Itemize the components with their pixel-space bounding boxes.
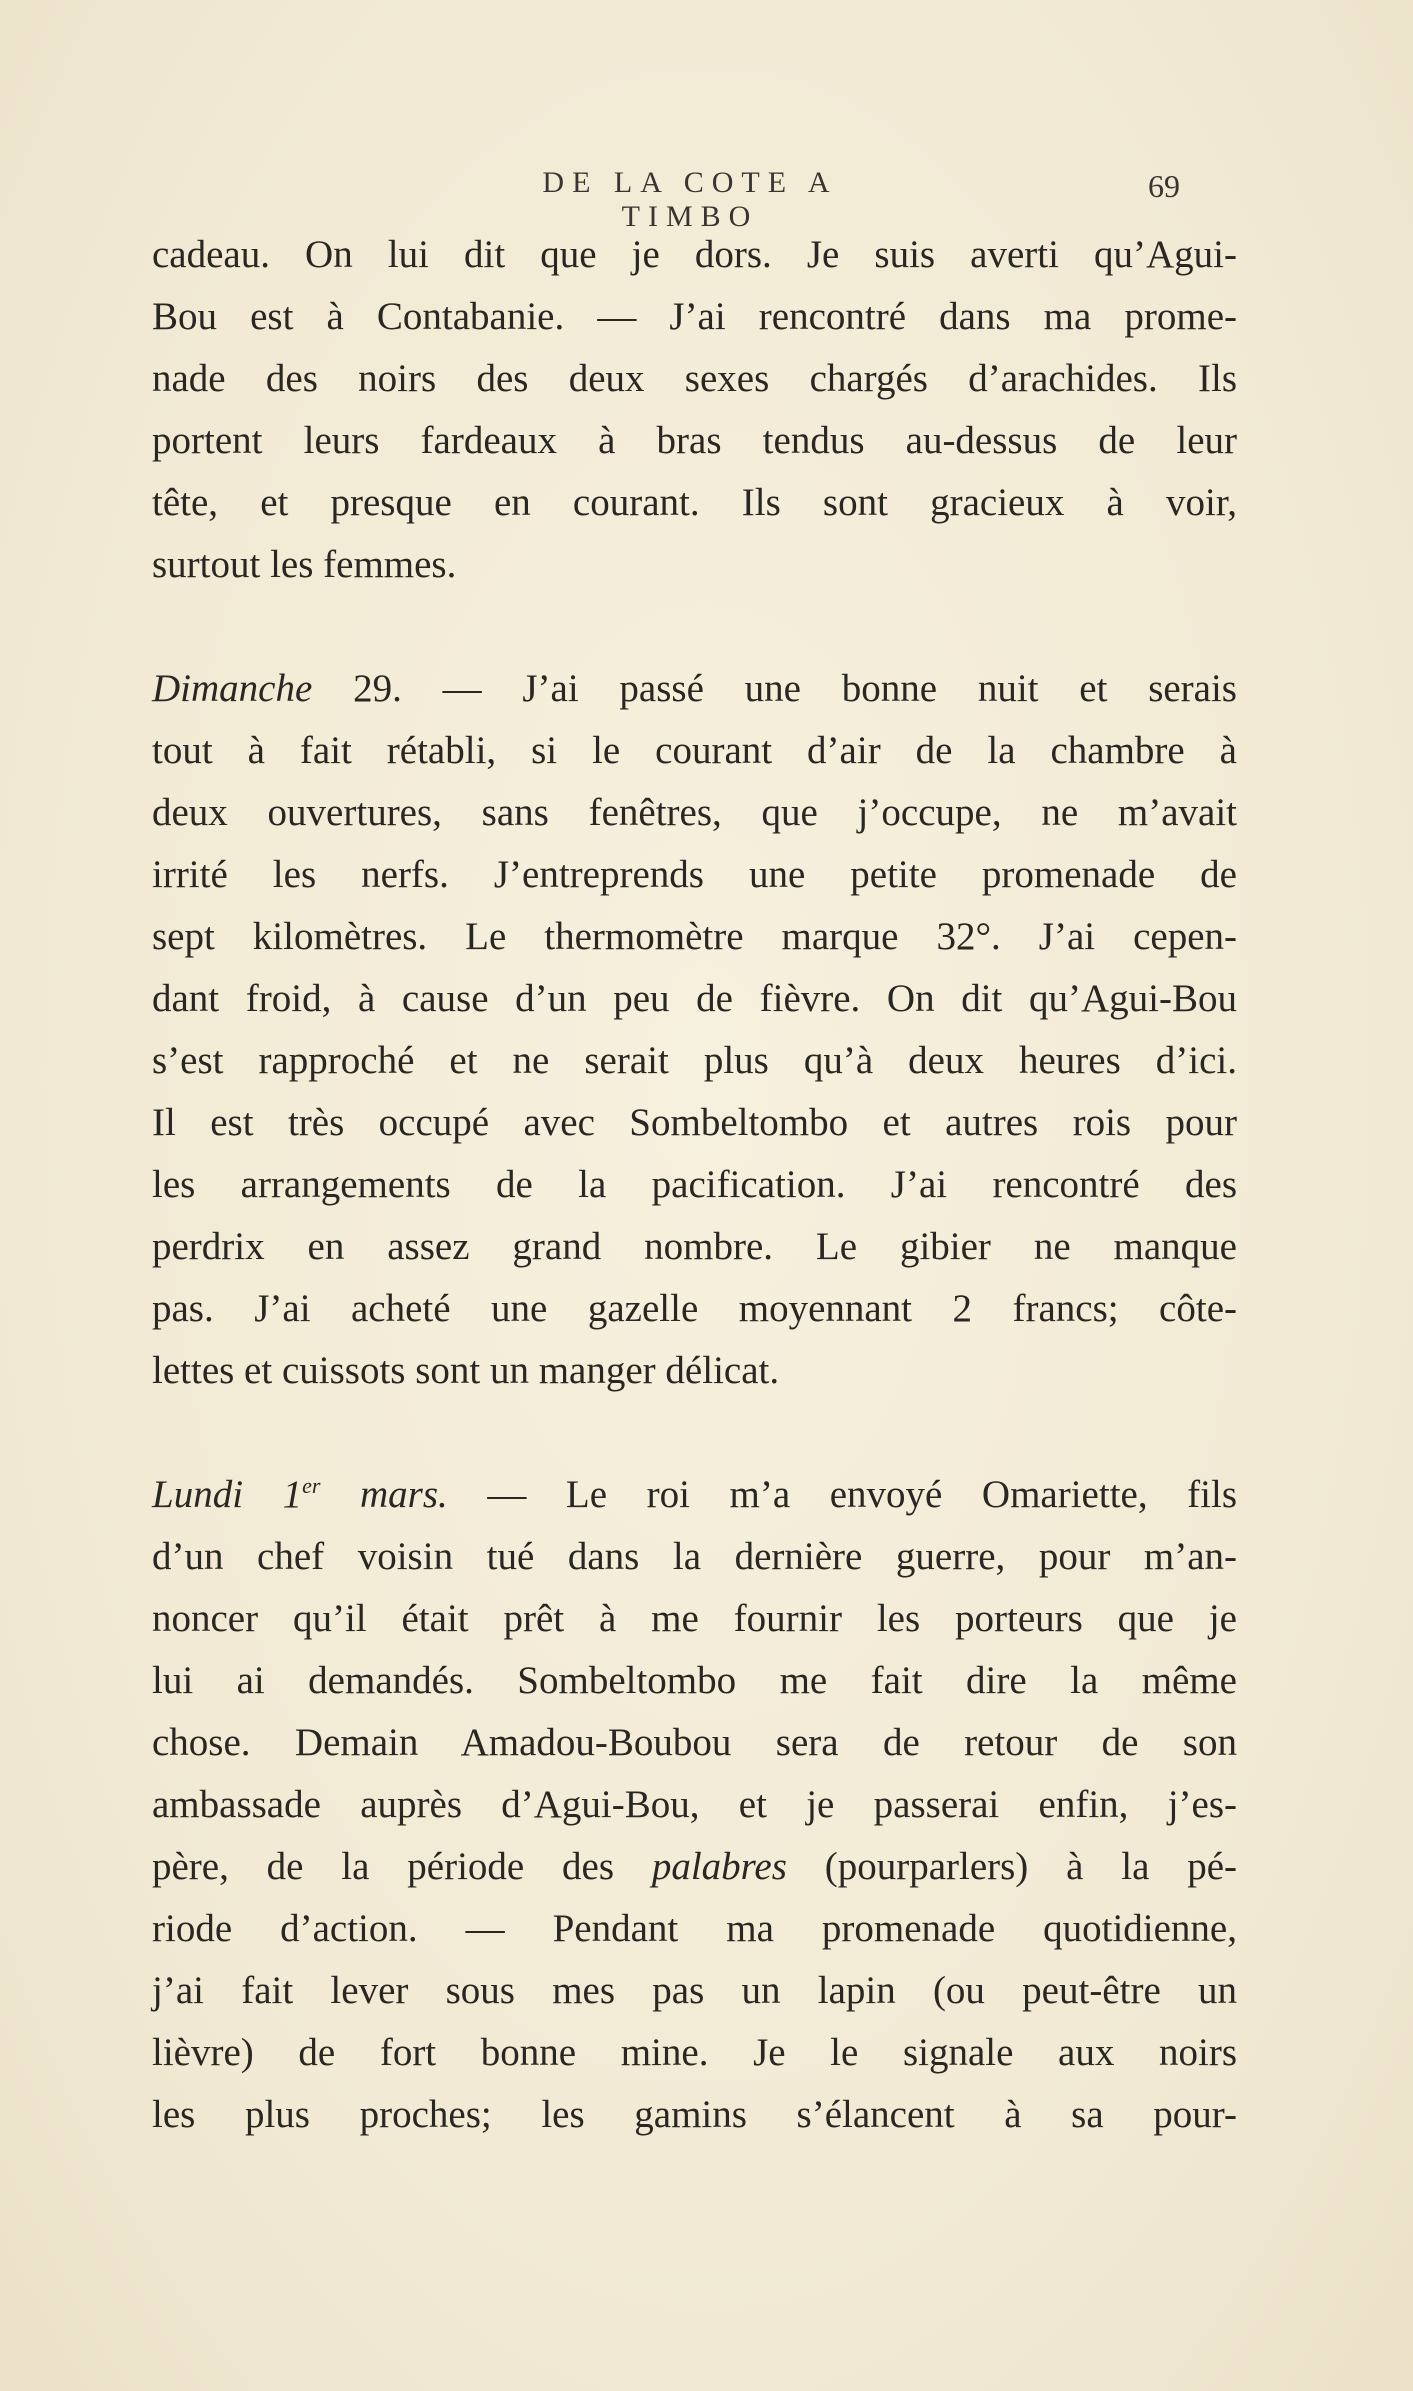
text-segment: — Le roi m’a envoyé Omariette, fils	[447, 1473, 1237, 1516]
text-line-mixed	[152, 1836, 1237, 1898]
paragraph-gap	[152, 1402, 1237, 1464]
text-segment: 29. — J’ai passé une bonne nuit et serais	[312, 667, 1237, 710]
entry-date: Dimanche	[152, 667, 313, 710]
page-number: 69	[1148, 168, 1180, 204]
text-line: les plus proches; les gamins s’élancent à sa pour-	[152, 2093, 1237, 2136]
text-segment: père, de la période des	[152, 1845, 652, 1888]
text-line: Bou est à Contabanie. — J’ai rencontré dans ma prome-	[152, 295, 1237, 338]
italic-term: palabres	[651, 1845, 787, 1888]
text-line: les arrangements de la pacification. J’ai rencontré des	[152, 1163, 1237, 1206]
text-line: surtout les femmes.	[152, 543, 457, 586]
text-line: chose. Demain Amadou-Boubou sera de retour de son	[152, 1721, 1237, 1764]
text-line: riode d’action. — Pendant ma promenade quotidienne,	[152, 1907, 1237, 1950]
text-line: cadeau. On lui dit que je dors. Je suis averti qu’Agui-	[152, 233, 1237, 276]
text-line: lui ai demandés. Sombeltombo me fait dire la même	[152, 1659, 1237, 1702]
entry-date	[152, 1473, 448, 1516]
date-day: Lundi 1	[152, 1473, 303, 1516]
text-line: ambassade auprès d’Agui-Bou, et je passerai enfin, j’es-	[152, 1783, 1237, 1826]
text-line: lettes et cuissots sont un manger délicat.	[152, 1349, 780, 1392]
text-line: tête, et presque en courant. Ils sont gracieux à voir,	[152, 481, 1237, 524]
text-line: Il est très occupé avec Sombeltombo et autres rois pour	[152, 1101, 1237, 1144]
text-line: tout à fait rétabli, si le courant d’air de la chambre à	[152, 729, 1237, 772]
date-month: mars.	[320, 1473, 448, 1516]
text-line: j’ai fait lever sous mes pas un lapin (ou peut-être un	[152, 1969, 1237, 2012]
ordinal-suffix: er	[302, 1473, 321, 1498]
text-line: dant froid, à cause d’un peu de fièvre. On dit qu’Agui-Bou	[152, 977, 1237, 1020]
text-line: deux ouvertures, sans fenêtres, que j’occupe, ne m’avait	[152, 791, 1237, 834]
text-line: perdrix en assez grand nombre. Le gibier ne manque	[152, 1225, 1237, 1268]
text-line: noncer qu’il était prêt à me fournir les porteurs que je	[152, 1597, 1237, 1640]
text-line: d’un chef voisin tué dans la dernière guerre, pour m’an-	[152, 1535, 1237, 1578]
paragraph-first-line	[152, 1464, 1237, 1526]
paragraph-first-line	[152, 658, 1237, 720]
running-title: DE LA COTE A TIMBO	[542, 166, 838, 233]
text-line: nade des noirs des deux sexes chargés d’arachides. Ils	[152, 357, 1237, 400]
body-text	[152, 224, 1237, 2146]
text-line: portent leurs fardeaux à bras tendus au-dessus de leur	[152, 419, 1237, 462]
paragraph-gap	[152, 596, 1237, 658]
text-segment: (pourparlers) à la pé-	[786, 1845, 1237, 1888]
text-line: s’est rapproché et ne serait plus qu’à deux heures d’ici.	[152, 1039, 1237, 1082]
text-line: irrité les nerfs. J’entreprends une petite promenade de	[152, 853, 1237, 896]
text-line: pas. J’ai acheté une gazelle moyennant 2 francs; côte-	[152, 1287, 1237, 1330]
text-line: sept kilomètres. Le thermomètre marque 32°. J’ai cepen-	[152, 915, 1237, 958]
text-line: lièvre) de fort bonne mine. Je le signale aux noirs	[152, 2031, 1237, 2074]
